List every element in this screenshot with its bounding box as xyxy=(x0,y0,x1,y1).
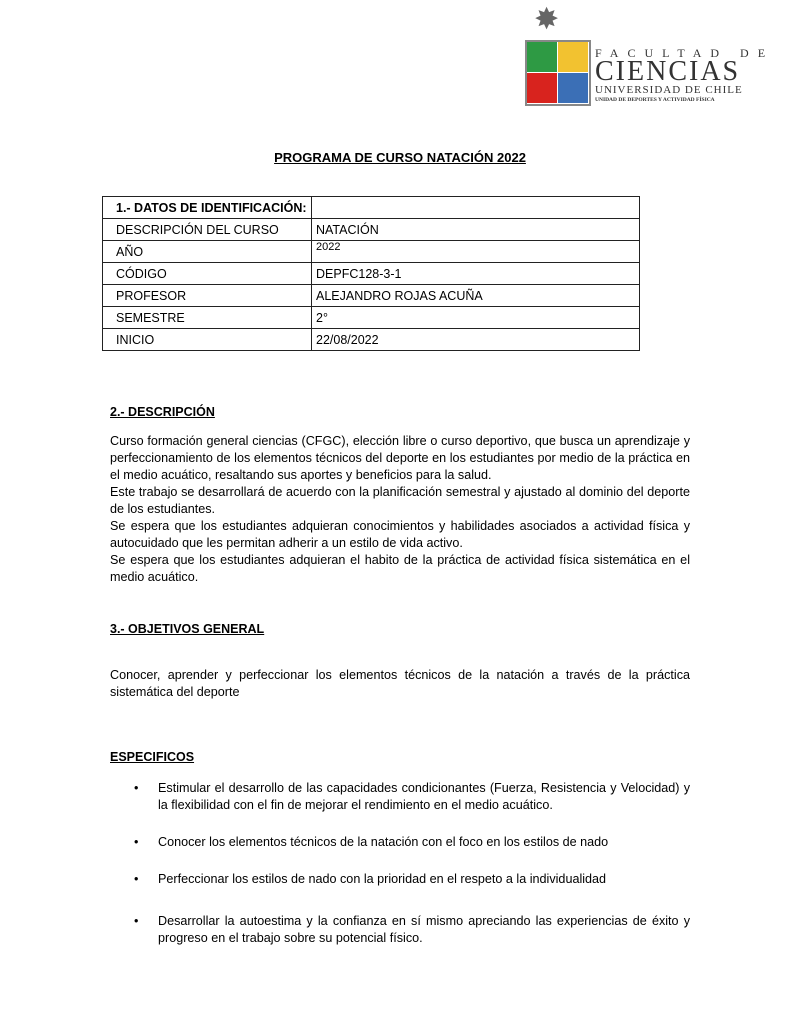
list-item: • Perfeccionar los estilos de nado con la prioridad en el respeto a la individualidad xyxy=(110,871,690,888)
table-row xyxy=(103,263,640,285)
list-item: • Desarrollar la autoestima y la confianza en sí mismo apreciando las experiencias de éxito y progreso en el trabajo sobre su potencial físico. xyxy=(110,913,690,947)
row-label: AÑO xyxy=(103,241,312,263)
row-value: 2° xyxy=(312,307,640,329)
identification-table xyxy=(102,196,640,351)
logo-text: UNIDAD DE DEPORTES Y ACTIVIDAD FÍSICA xyxy=(595,97,715,103)
logo-text: CIENCIAS xyxy=(595,56,741,87)
description-text xyxy=(110,433,690,586)
logo-text: UNIVERSIDAD DE CHILE xyxy=(595,84,743,96)
row-label: CÓDIGO xyxy=(103,263,312,285)
table-row xyxy=(103,219,640,241)
row-value: ALEJANDRO ROJAS ACUÑA xyxy=(312,285,640,307)
row-value: DEPFC128-3-1 xyxy=(312,263,640,285)
paragraph: Se espera que los estudiantes adquieran conocimientos y habilidades asociados a actividad física y autocuidado que les permitan adherir a un estilo de vida activo. xyxy=(110,519,690,550)
section-heading-objetivos: 3.- OBJETIVOS GENERAL xyxy=(110,622,265,636)
faculty-logo xyxy=(520,2,775,103)
row-label: INICIO xyxy=(103,329,312,351)
table-row xyxy=(103,241,640,263)
row-value: NATACIÓN xyxy=(312,219,640,241)
row-label: DESCRIPCIÓN DEL CURSO xyxy=(103,219,312,241)
table-row xyxy=(103,329,640,351)
table-row xyxy=(103,285,640,307)
coat-of-arms xyxy=(525,40,591,106)
specific-objectives-list xyxy=(110,780,690,947)
row-value: 22/08/2022 xyxy=(312,329,640,351)
row-label: PROFESOR xyxy=(103,285,312,307)
paragraph: Este trabajo se desarrollará de acuerdo con la planificación semestral y ajustado al dominio del deporte de los estudiantes. xyxy=(110,485,690,516)
list-item: • Estimular el desarrollo de las capacidades condicionantes (Fuerza, Resistencia y Velocidad) y la flexibilidad con el fin de mejorar el rendimiento en el medio acuático. xyxy=(110,780,690,814)
document-title: PROGRAMA DE CURSO NATACIÓN 2022 xyxy=(274,150,526,165)
list-item: • Conocer los elementos técnicos de la natación con el foco en los estilos de nado xyxy=(110,834,690,851)
logo-text: FACULTAD DE xyxy=(595,46,775,60)
section-heading-especificos: ESPECIFICOS xyxy=(110,750,195,764)
row-label: SEMESTRE xyxy=(103,307,312,329)
paragraph: Curso formación general ciencias (CFGC), elección libre o curso deportivo, que busca un aprendizaje y perfeccionamiento de los elementos técnicos del deporte en los estudiantes por medio de la práctica en el medio acuático, resaltando sus aportes y beneficios para la salud. xyxy=(110,434,690,482)
section-heading-descripcion: 2.- DESCRIPCIÓN xyxy=(110,405,215,419)
star-icon: ✸ xyxy=(534,3,560,36)
row-value: 2022 xyxy=(312,241,640,263)
table-row xyxy=(103,307,640,329)
paragraph: Se espera que los estudiantes adquieran el habito de la práctica de actividad física sistemática en el medio acuático. xyxy=(110,553,690,584)
objective-text: Conocer, aprender y perfeccionar los elementos técnicos de la natación a través de la práctica sistemática del deporte xyxy=(110,668,690,699)
table-header: 1.- DATOS DE IDENTIFICACIÓN: xyxy=(103,197,312,219)
